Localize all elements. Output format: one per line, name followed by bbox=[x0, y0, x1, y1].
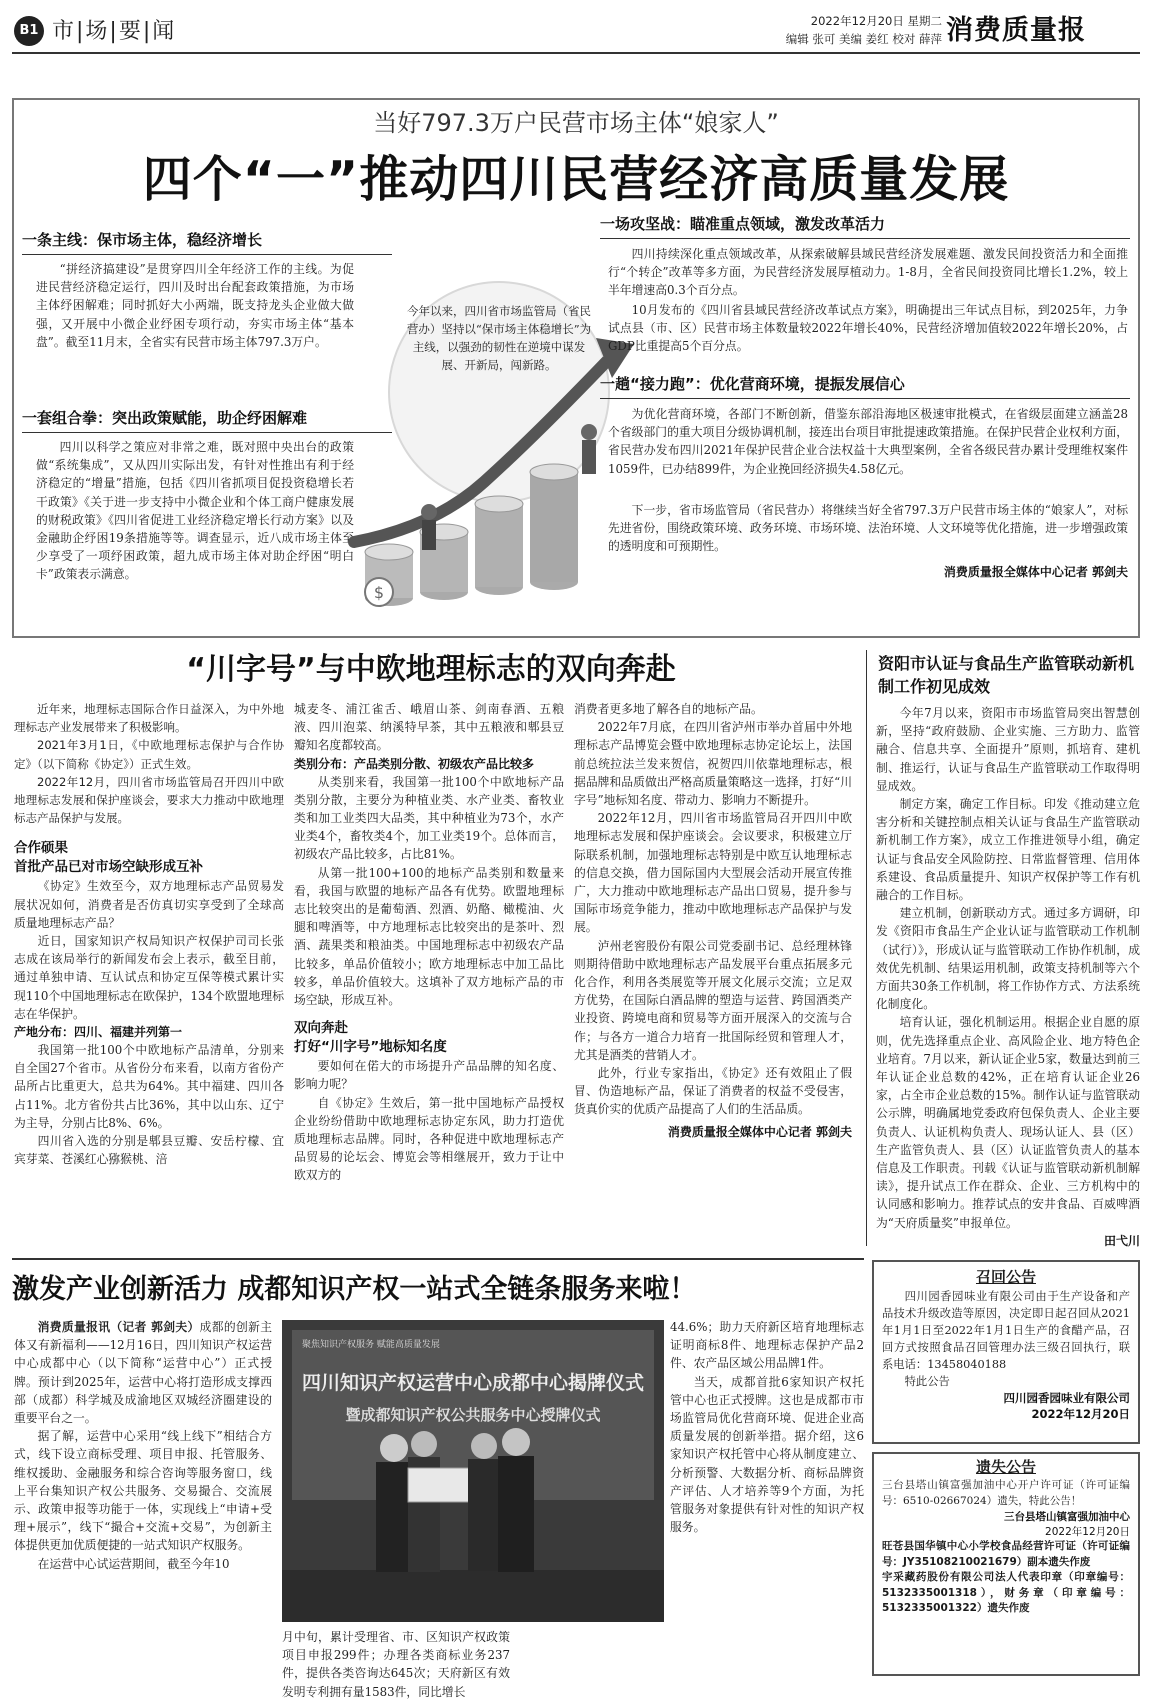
notice-item: 旺苍县国华镇中心小学校食品经营许可证（许可证编号：JY35108210021679）副本遗失作废 bbox=[882, 1540, 1130, 1568]
notice-closing: 特此公告 bbox=[904, 1375, 950, 1388]
section-rule bbox=[600, 238, 1130, 239]
issue-date: 2022年12月20日 星期二 bbox=[810, 14, 942, 28]
body-paragraph: 当天，成都首批6家知识产权托管中心也正式授牌。这也是成都市市场监管局优化营商环境、促进企业高质量发展的创新举措。据介绍，这6家知识产权托管中心将从制度建立、分析预警、大数据分析、商标品牌资产评估、人才培养等9个方面，为托管服务对象提供有针对性的知识产权服务。 bbox=[670, 1374, 864, 1535]
subheading: 双向奔赴 bbox=[294, 1020, 348, 1037]
body-paragraph: 建立机制，创新联动方式。通过多方调研，印发《资阳市食品生产企业认证与监管联动工作机制（试行）》，形成认证与监管联动工作协作机制，成效优先机制、结果运用机制，政策支持机制等六个方面共30条工作机制，将工作协作方式、方法系统化制度化。 bbox=[876, 906, 1140, 1012]
article-author: 田弋川 bbox=[1103, 1233, 1140, 1248]
notice-date: 2022年12月20日 bbox=[1031, 1407, 1130, 1421]
article-column-1 bbox=[14, 1318, 272, 1684]
lead-paragraph: 2022年12月，四川省市场监管局召开四川中欧地理标志发展和保护座谈会，要求大力推动中欧地理标志产品保护与发展。 bbox=[14, 774, 284, 826]
svg-text:$: $ bbox=[373, 583, 385, 602]
body-paragraph: 要如何在偌大的市场提升产品品牌的知名度、影响力呢？ bbox=[294, 1059, 564, 1092]
notice-item: 三台县塔山镇富强加油中心开户许可证（许可证编号：6510-02667024）遗失，特此公告！ bbox=[882, 1479, 1130, 1507]
column-divider bbox=[866, 650, 867, 1246]
section-heading-relay: 一趟“接力跑”：优化营商环境，提振发展信心 bbox=[600, 375, 905, 393]
section-body: 四川持续深化重点领域改革，从探索破解县域民营经济发展难题、激发民间投资活力和全面推行“个转企”改革等多方面，为民营经济发展厚植动力。1-8月，全省民间投资同比增长1.2%，较上半年增速高0.3个百分点。 bbox=[608, 247, 1128, 298]
dateline: 消费质量报讯（记者 郭剑夫） bbox=[37, 1320, 200, 1334]
body-paragraph: 我国第一批100个中欧地标产品清单，分别来自全国27个省市。从省份分布来看，以南方省份产品所占比重更大，总共为64%。其中福建、四川各占11%。北方省份共占比36%，其中以山东、辽宁为主导，分别占比8%、6%。 bbox=[14, 1043, 284, 1130]
recall-notice bbox=[872, 1260, 1140, 1444]
body-paragraph: 据了解，运营中心采用“线上线下”相结合方式，线下设立商标受理、项目申报、托管服务、维权援助、金融服务和综合咨询等服务窗口，线上平台集知识产权公共服务、交易撮合、交流展示、政策申报等功能于一体，实现线上“申请+受理+展示”，线下“撮合+交流+交易”，为创新主体提供更加优质便捷的一站式知识产权服务。 bbox=[14, 1429, 272, 1553]
article-headline: 激发产业创新活力 成都知识产权一站式全链条服务来啦！ bbox=[12, 1274, 697, 1305]
section-body: 为优化营商环境，各部门不断创新，借鉴东部沿海地区极速审批模式，在省级层面建立涵盖28个省级部门的重大项目分级协调机制，接连出台项目审批提速政策措施。在保护民营企业权利方面，省民营办发布四川2021年保护民营企业合法权益十大典型案例，全省各级民营办累计受理维权案件1059件，已办结899件，为企业挽回经济损失4.58亿元。 bbox=[608, 407, 1128, 476]
backdrop-banner: 四川知识产权运营中心成都中心揭牌仪式 bbox=[301, 1372, 644, 1394]
body-paragraph: 月中旬，累计受理省、市、区知识产权政策项目申报299件；办理各类商标业务237件，提供各类咨询达645次；天府新区有效发明专利拥有量1583件，同比增长 bbox=[282, 1630, 510, 1699]
lead-paragraph: 近年来，地理标志国际合作日益深入，为中外地理标志产业发展带来了积极影响。 bbox=[14, 702, 284, 735]
notice-title: 召回公告 bbox=[975, 1268, 1036, 1286]
body-paragraph: 培育认证，强化机制运用。根据企业自愿的原则，优先选择重点企业、高风险企业、地方特色企业培育。7月以来，新认证企业5家，数量达到前三年认证企业总数的42%，正在培育认证企业26家，占全市企业总数的15%。制作认证与监管联动公示牌，明确属地党委政府包保负责人、企业主要负责人、认证机构负责人、现场认证人、县（区）生产监管负责人、县（区）认证监管负责人的基本信息及工作职责。刊载《认证与监管联动新机制解读》，提升试点工作在群众、企业、三方机构中的认同感和影响力。推荐试点的安井食品、百威啤酒为“天府质量奖”申报单位。 bbox=[876, 1015, 1140, 1230]
section-body: 10月发布的《四川省县域民营经济改革试点方案》，明确提出三年试点目标，到2025年，力争试点县（市、区）民营市场主体数量较2022年增长40%，民营经济增加值较2022年增长20%，占GDP比重提高5个百分点。 bbox=[608, 303, 1128, 354]
backdrop-caption: 暨成都知识产权公共服务中心授牌仪式 bbox=[345, 1406, 601, 1424]
subheading: 首批产品已对市场空缺形成互补 bbox=[14, 859, 203, 876]
ceremony-photo bbox=[282, 1320, 664, 1622]
article-sichuan-private-economy bbox=[12, 98, 1140, 638]
body-paragraph: 从第一批100+100的地标产品类别和数量来看，我国与欧盟的地标产品各有优势。欧盟地理标志比较突出的是葡萄酒、烈酒、奶酪、橄榄油、火腿和啤酒等，中方地理标志比较突出的是茶叶、烈酒、蔬果类和粮油类。中国地理标志中初级农产品比较多，单品价值较小；欧方地理标志中加工品比较多，单品价值较大。这填补了双方地标产品的市场空缺，形成互补。 bbox=[294, 865, 564, 1008]
notice-title: 遗失公告 bbox=[975, 1458, 1036, 1476]
subheading: 类别分布：产品类别分散、初级农产品比较多 bbox=[294, 756, 535, 771]
article-byline: 消费质量报全媒体中心记者 郭剑夫 bbox=[667, 1124, 852, 1139]
notice-company: 四川园香园味业有限公司 bbox=[1003, 1391, 1130, 1405]
masthead-rule bbox=[12, 52, 1140, 54]
body-paragraph: 制定方案，确定工作目标。印发《推动建立危害分析和关键控制点相关认证与食品生产监管联动新机制工作方案》，成立工作推进领导小组，确定认证与食品安全风险防控、日常监督管理、信用体系建设、食品质量提升、知识产权保护等工作有机融合的工作目标。 bbox=[876, 797, 1140, 903]
subheading: 产地分布：四川、福建并列第一 bbox=[14, 1025, 183, 1040]
section-heading-combination: 一套组合拳：突出政策赋能，助企纾困解难 bbox=[22, 409, 308, 427]
section-rule bbox=[22, 254, 392, 255]
body-paragraph: 泸州老窖股份有限公司党委副书记、总经理林锋则期待借助中欧地理标志产品发展平台重点拓展多元化合作，利用各类展览等开展文化展示交流；立足双方优势，在国际白酒品牌的塑造与运营、跨国酒类产业投资、跨境电商和贸易等方面开展深入的交流与合作；与各方一道合力培育一批国际经贸和管理人才，尤其是酒类的营销人才。 bbox=[574, 938, 852, 1062]
body-paragraph: 2022年12月，四川省市场监管局召开四川中欧地理标志发展和保护座谈会。会议要求，积极建立厅际联系机制，加强地理标志特别是中欧互认地理标志的信息交换，借力国际国内大型展会活动开展宣传推广，大力推动中欧地理标志产品出口贸易，提升参与国际市场竞争能力，推动中欧地理标志产品保护与发展。 bbox=[574, 811, 852, 935]
body-paragraph: 2022年7月底，在四川省泸州市举办首届中外地理标志产品博览会暨中欧地理标志协定论坛上，法国前总统拉法兰发来贺信，祝贺四川依靠地理标志，根据品牌和品质做出严格高质量策略这一选择，打好“川字号”地标知名度、带动力、影响力不断提升。 bbox=[574, 720, 852, 808]
newspaper-name: 消费质量报 bbox=[946, 15, 1086, 46]
page-number-badge: B1 bbox=[14, 16, 44, 46]
body-paragraph: 此外，行业专家指出，《协定》还有效阻止了假冒、伪造地标产品，保证了消费者的权益不受侵害，货真价实的优质产品提高了人们的生活品质。 bbox=[574, 1066, 852, 1117]
body-paragraph: 四川省入选的分别是郫县豆瓣、安岳柠檬、宜宾芽菜、苍溪红心猕猴桃、涪 bbox=[14, 1134, 284, 1167]
growth-illustration bbox=[344, 252, 644, 634]
article-column-2 bbox=[294, 700, 564, 1260]
photo-bottom-text bbox=[282, 1628, 510, 1699]
subheading: 合作硕果 bbox=[14, 840, 68, 857]
masthead bbox=[12, 12, 1140, 52]
lead-paragraph: 2021年3月1日，《中欧地理标志保护与合作协定》（以下简称《协定》）正式生效。 bbox=[14, 738, 284, 771]
section-rule bbox=[12, 1258, 864, 1260]
section-rule bbox=[600, 398, 1130, 399]
section-rule bbox=[22, 432, 392, 433]
ceremony-people-image bbox=[282, 1320, 664, 1622]
body-paragraph: 城麦冬、浦江雀舌、峨眉山茶、剑南春酒、五粮液、四川泡菜、纳溪特早茶，其中五粮液和郫县豆瓣知名度都较高。 bbox=[294, 702, 564, 753]
body-paragraph: 从类别来看，我国第一批100个中欧地标产品类别分散，主要分为种植业类、水产业类、畜牧业类和加工业类四大品类，其中种植业为73个，水产业类4个，畜牧类4个，加工业类19个。总体而言，初级农产品比较多，占比81%。 bbox=[294, 774, 564, 862]
body-paragraph: 近日，国家知识产权局知识产权保护司司长张志成在该局举行的新闻发布会上表示，截至目前，通过单独申请、互认试点和协定互保等模式累计实现110个中国地理标志在欧保护，134个欧盟地理标志在华保护。 bbox=[14, 934, 284, 1021]
backdrop-slogan: 聚焦知识产权服务 赋能高质量发展 bbox=[302, 1340, 440, 1350]
body-paragraph: 消费者更多地了解各自的地标产品。 bbox=[574, 702, 763, 716]
article-headline: 四个“一”推动四川民营经济高质量发展 bbox=[142, 151, 1010, 208]
body-paragraph: 今年7月以来，资阳市市场监管局突出智慧创新，坚持“政府鼓励、企业实施、三方助力、监管融合、信息共享、全面提升”原则，抓培育、建机制、推运行，认证与食品生产监管联动工作取得明显成效。 bbox=[876, 706, 1140, 793]
article-column-1 bbox=[14, 700, 284, 1260]
article-kicker: 当好797.3万户民营市场主体“娘家人” bbox=[373, 109, 779, 137]
article-ziyang-certification bbox=[876, 652, 1140, 1250]
article-column-3 bbox=[670, 1318, 864, 1624]
body-paragraph: 44.6%；助力天府新区培育地理标志证明商标8件、地理标志保护产品2件、农产品区域公用品牌1件。 bbox=[670, 1320, 864, 1371]
notice-item: 宇采藏药股份有限公司法人代表印章（印章编号：5132335001318），财务章（印章编号：5132335001322）遗失作废 bbox=[882, 1571, 1130, 1614]
section-body: 四川以科学之策应对非常之难，既对照中央出台的政策做“系统集成”，又从四川实际出发，有针对性推出有利于经济稳定的“增量”措施，包括《四川省抓项目促投资稳增长若干政策》《关于进一步支持中小微企业和个体工商户健康发展的财税政策》《四川省促进工业经济稳定增长行动方案》以及金融助企纾困19条措施等等。调查显示，近八成市场主体至少享受了一项纾困政策，超九成市场主体对助企纾困“明白卡”政策表示满意。 bbox=[36, 440, 354, 582]
body-paragraph: 在运营中心试运营期间，截至今年10 bbox=[37, 1556, 230, 1571]
notice-item-signature: 三台县塔山镇富强加油中心 bbox=[1004, 1511, 1130, 1523]
article-headline: “川字号”与中欧地理标志的双向奔赴 bbox=[186, 652, 676, 687]
notice-body: 四川园香园味业有限公司由于生产设备和产品技术升级改造等原因，决定即日起召回从2021年1月1日至2022年1月1日生产的食醋产品，召回方式按照食品召回管理办法三级召回执行，联系电话：13458040188 bbox=[882, 1290, 1130, 1371]
article-byline: 消费质量报全媒体中心记者 郭剑夫 bbox=[943, 565, 1128, 579]
article-headline: 资阳市认证与食品生产监管联动新机制工作初见成效 bbox=[878, 654, 1135, 696]
staff-credits: 编辑 张可 美编 姜红 校对 薛萍 bbox=[785, 32, 942, 46]
section-heading-reform: 一场攻坚战：瞄准重点领域，激发改革活力 bbox=[600, 215, 886, 233]
section-heading-one-mainline: 一条主线：保市场主体，稳经济增长 bbox=[22, 231, 263, 249]
section-body: “拼经济搞建设”是贯穿四川全年经济工作的主线。为促进民营经济稳定运行，四川及时出台配套政策措施，为市场主体纾困解难；同时抓好大小两端，既支持龙头企业做大做强，又开展中小微企业纾困专项行动，夯实市场主体“基本盘”。截至11月末，全省实有民营市场主体797.3万户。 bbox=[36, 262, 354, 349]
subheading: 打好“川字号”地标知名度 bbox=[294, 1039, 447, 1056]
body-paragraph: 自《协定》生效后，第一批中国地标产品授权企业纷纷借助中欧地理标志协定东风，助力打造优质地理标志品牌。同时，各种促进中欧地理标志产品贸易的论坛会、博览会等相继展开，致力于让中欧双方的 bbox=[294, 1095, 564, 1183]
notice-item-date: 2022年12月20日 bbox=[1045, 1526, 1130, 1538]
article-column-3 bbox=[574, 700, 852, 1260]
body-paragraph: 《协定》生效至今，双方地理标志产品贸易发展状况如何，消费者是否仿真切实享受到了全球高质量地理标志产品？ bbox=[14, 879, 284, 930]
section-title: 市|场|要|闻 bbox=[52, 19, 177, 44]
lost-notice bbox=[872, 1452, 1140, 1676]
lead-text: 成都的创新主体又有新福利——12月16日，四川知识产权运营中心成都中心（以下简称“运营中心”）正式授牌。预计到2025年，运营中心将打造形成支撑西部（成都）科学城及成渝地区双城经济圈建设的重要平台之一。 bbox=[14, 1320, 272, 1426]
circle-summary-text: 今年以来，四川省市场监管局（省民营办）坚持以“保市场主体稳增长”为主线，以强劲的韧性在逆境中谋发展、开新局，闯新路。 bbox=[406, 304, 592, 372]
section-body: 下一步，省市场监管局（省民营办）将继续当好全省797.3万户民营市场主体的“娘家人”，对标先进省份，围绕政策环境、政务环境、市场环境、法治环境、人文环境等优化措施，进一步增强政策的透明度和可预期性。 bbox=[608, 503, 1128, 554]
